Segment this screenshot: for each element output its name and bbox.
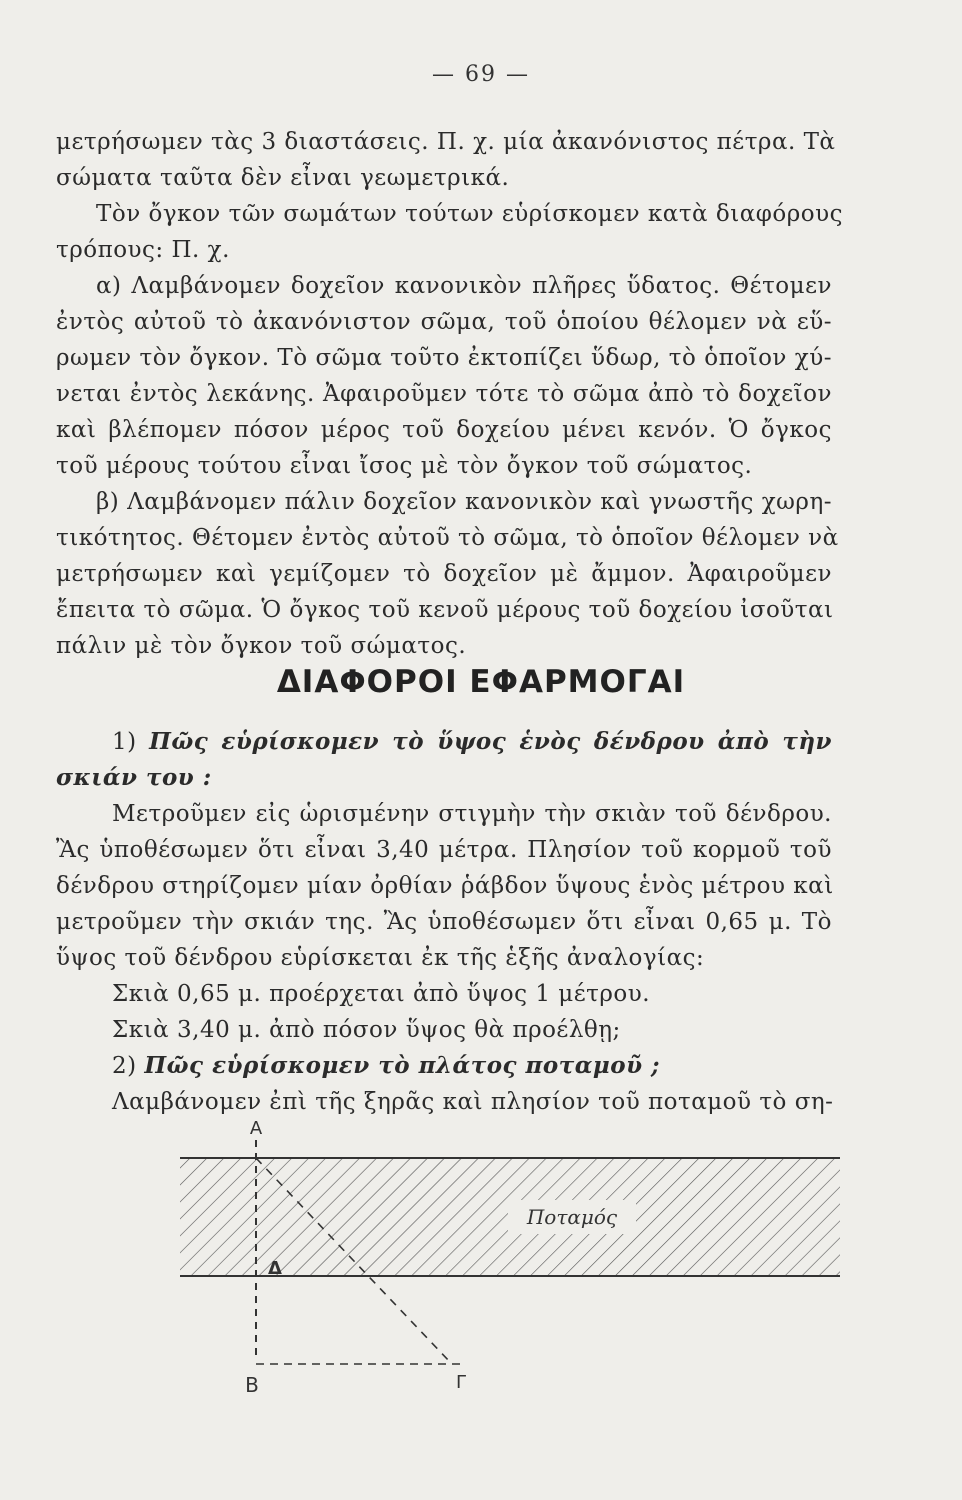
text-line: τρόπους: Π. χ.: [56, 237, 230, 263]
subsection-title: [112, 728, 832, 756]
text-line: νεται ἐντὸς λεκάνης. Ἀφαιροῦμεν τότε τὸ σῶμα ἀπὸ τὸ δοχεῖον: [56, 381, 832, 407]
text-line: καὶ βλέπομεν πόσον μέρος τοῦ δοχείου μένει κενόν. Ὁ ὄγκος: [56, 417, 832, 443]
river-label: Ποταμός: [526, 1205, 618, 1229]
text-line: Σκιὰ 3,40 μ. ἀπὸ πόσον ὕψος θὰ προέλθῃ;: [112, 1017, 621, 1043]
subsection-number: 1): [112, 729, 137, 755]
page-number: — 69 —: [432, 62, 530, 87]
text-line: δένδρου στηρίζομεν μίαν ὀρθίαν ῥάβδον ὕψους ἑνὸς μέτρου καὶ: [56, 873, 834, 899]
text-line: μετρήσωμεν τὰς 3 διαστάσεις. Π. χ. μία ἀκανόνιστος πέτρα. Τὰ: [56, 129, 836, 155]
text-line: Λαμβάνομεν ἐπὶ τῆς ξηρᾶς καὶ πλησίον τοῦ ποταμοῦ τὸ ση-: [112, 1089, 834, 1115]
text-line: Σκιὰ 0,65 μ. προέρχεται ἀπὸ ὕψος 1 μέτρου.: [112, 981, 651, 1007]
subsection-title-text: Πῶς εὑρίσκομεν τὸ ὕψος ἑνὸς δένδρου ἀπὸ τὴν: [149, 728, 833, 755]
point-b-label: Β: [245, 1373, 259, 1397]
text-line: πάλιν μὲ τὸν ὄγκον τοῦ σώματος.: [56, 633, 467, 659]
text-line: ἔπειτα τὸ σῶμα. Ὁ ὄγκος τοῦ κενοῦ μέρους τοῦ δοχείου ἰσοῦται: [56, 597, 834, 623]
river-width-diagram: [0, 1110, 962, 1400]
text-line: Ἂς ὑποθέσωμεν ὅτι εἶναι 3,40 μέτρα. Πλησίον τοῦ κορμοῦ τοῦ: [56, 837, 832, 863]
text-line: σώματα ταῦτα δὲν εἶναι γεωμετρικά.: [56, 165, 510, 191]
point-delta-label: Δ: [268, 1258, 282, 1279]
text-line: ἐντὸς αὐτοῦ τὸ ἀκανόνιστον σῶμα, τοῦ ὁποίου θέλομεν νὰ εὕ-: [56, 309, 832, 335]
text-line: μετρήσωμεν καὶ γεμίζομεν τὸ δοχεῖον μὲ ἄμμον. Ἀφαιροῦμεν: [56, 561, 832, 587]
text-line: μετροῦμεν τὴν σκιάν της. Ἂς ὑποθέσωμεν ὅτι εἶναι 0,65 μ. Τὸ: [56, 909, 832, 935]
point-a-label: Α: [249, 1118, 263, 1139]
subsection-title-cont: σκιάν του :: [56, 764, 212, 791]
section-heading: ΔΙΑΦΟΡΟΙ ΕΦΑΡΜΟΓΑΙ: [276, 664, 686, 700]
text-line: ὕψος τοῦ δένδρου εὑρίσκεται ἐκ τῆς ἑξῆς ἀναλογίας:: [56, 945, 705, 971]
text-line: α) Λαμβάνομεν δοχεῖον κανονικὸν πλῆρες ὕδατος. Θέτομεν: [96, 273, 832, 299]
text-line: Μετροῦμεν εἰς ὡρισμένην στιγμὴν τὴν σκιὰν τοῦ δένδρου.: [112, 801, 832, 827]
text-line: τοῦ μέρους τούτου εἶναι ἴσος μὲ τὸν ὄγκον τοῦ σώματος.: [56, 453, 753, 479]
text-line: ρωμεν τὸν ὄγκον. Τὸ σῶμα τοῦτο ἐκτοπίζει ὕδωρ, τὸ ὁποῖον χύ-: [56, 345, 832, 371]
subsection-title: [112, 1052, 832, 1080]
point-gamma-label: Γ: [456, 1372, 467, 1393]
text-line: τικότητος. Θέτομεν ἐντὸς αὐτοῦ τὸ σῶμα, τὸ ὁποῖον θέλομεν νὰ: [56, 525, 839, 551]
subsection-number: 2): [112, 1053, 137, 1079]
text-line: Τὸν ὄγκον τῶν σωμάτων τούτων εὑρίσκομεν κατὰ διαφόρους: [96, 201, 843, 227]
subsection-title-text: Πῶς εὑρίσκομεν τὸ πλάτος ποταμοῦ ;: [144, 1052, 661, 1079]
text-line: β) Λαμβάνομεν πάλιν δοχεῖον κανονικὸν καὶ γνωστῆς χωρη-: [96, 489, 832, 515]
